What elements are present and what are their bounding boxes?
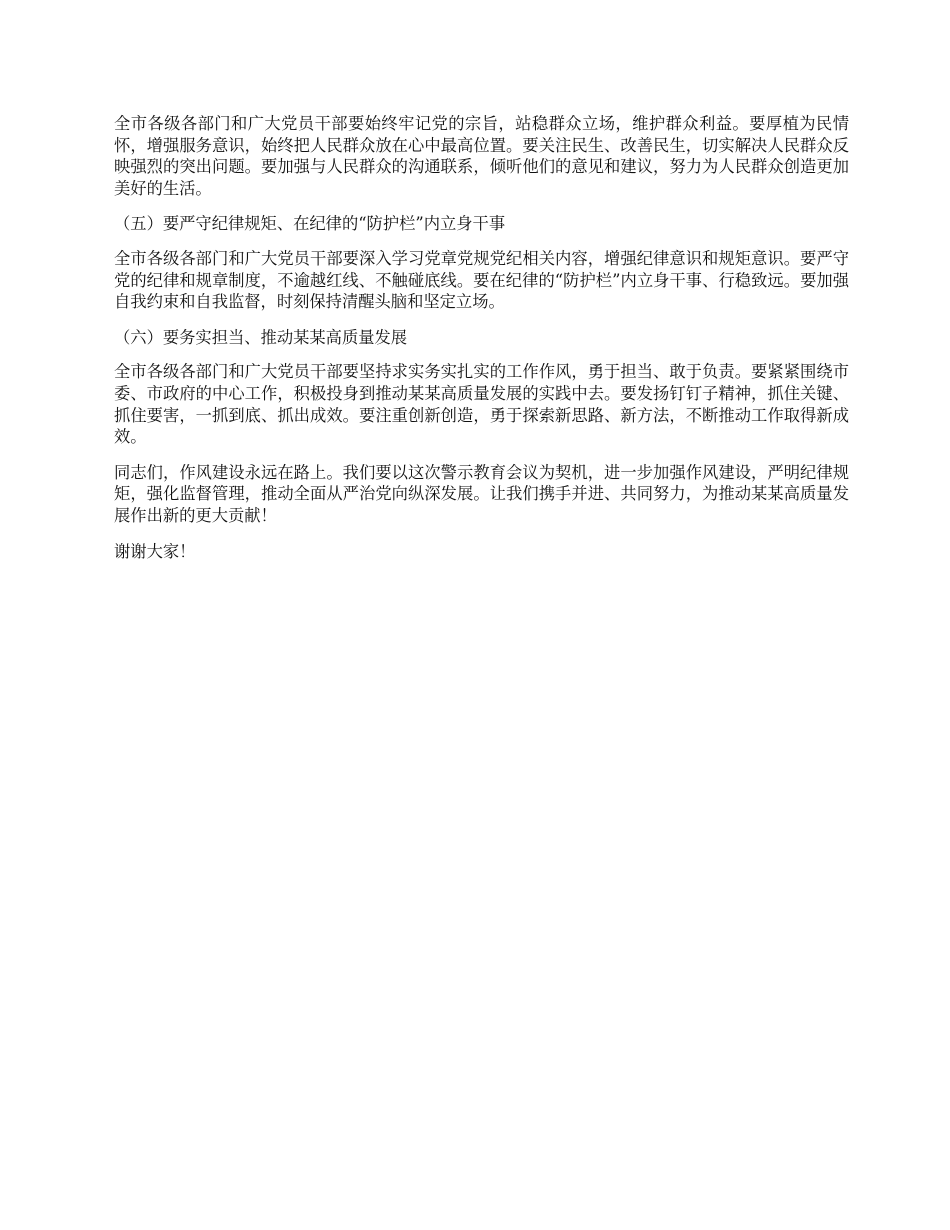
section-heading-six: （六）要务实担当、推动某某高质量发展 (114, 327, 408, 347)
document-page (114, 113, 849, 562)
paragraph-thanks: 谢谢大家！ (114, 541, 196, 561)
paragraph-mass-line: 全市各级各部门和广大党员干部要始终牢记党的宗旨，站稳群众立场，维护群众利益。要厚植为民情怀，增强服务意识，始终把人民群众放在心中最高位置。要关注民生、改善民生，切实解决人民群众反映强烈的突出问题。要加强与人民群众的沟通联系，倾听他们的意见和建议，努力为人民群众创造更加美好的生活。 (114, 114, 849, 198)
section-heading-five: （五）要严守纪律规矩、在纪律的“防护栏”内立身干事 (114, 214, 506, 234)
paragraph-discipline: 全市各级各部门和广大党员干部要深入学习党章党规党纪相关内容，增强纪律意识和规矩意识。要严守党的纪律和规章制度，不逾越红线、不触碰底线。要在纪律的“防护栏”内立身干事、行稳致远。要加强自我约束和自我监督，时刻保持清醒头脑和坚定立场。 (114, 248, 849, 312)
paragraph-responsibility: 全市各级各部门和广大党员干部要坚持求实务实扎实的工作作风，勇于担当、敢于负责。要紧紧围绕市委、市政府的中心工作，积极投身到推动某某高质量发展的实践中去。要发扬钉钉子精神，抓住关键、抓住要害，一抓到底、抓出成效。要注重创新创造，勇于探索新思路、新方法，不断推动工作取得新成效。 (114, 362, 849, 447)
paragraph-closing: 同志们，作风建设永远在路上。我们要以这次警示教育会议为契机，进一步加强作风建设，严明纪律规矩，强化监督管理，推动全面从严治党向纵深发展。让我们携手并进、共同努力，为推动某某高质量发展作出新的更大贡献！ (114, 462, 849, 525)
